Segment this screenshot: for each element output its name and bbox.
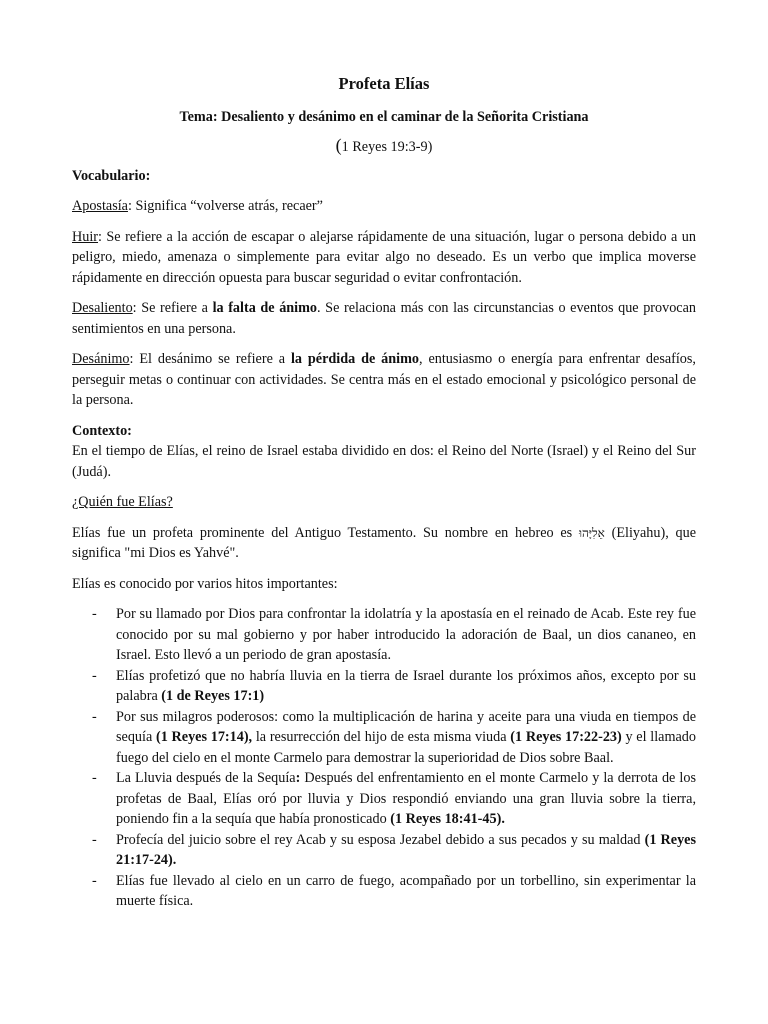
hebrew-name: אֵלִיָּהוּ (578, 525, 605, 540)
bible-citation: (1 de Reyes 17:1) (161, 688, 265, 704)
who-paragraph (72, 523, 696, 564)
list-item (72, 830, 696, 871)
bible-citation: (1 Reyes 18:41-45). (390, 811, 505, 827)
vocab-definition-pre: El desánimo se refiere a (139, 351, 291, 367)
milestones-list (72, 604, 696, 912)
bullet-dash: - (92, 831, 97, 848)
list-item-text: La Lluvia después de la Sequía (116, 770, 296, 786)
list-item-colon: : (295, 770, 301, 786)
who-text-pre: Elías fue un profeta prominente del Antiguo Testamento. Su nombre en hebreo es (72, 524, 579, 541)
list-item-text: Por sus milagros poderosos: como la multiplicación de harina y aceite para una viuda en tiempos de sequía (116, 708, 696, 745)
list-item (72, 768, 696, 830)
vocab-huir (72, 227, 696, 289)
bullet-dash: - (92, 872, 97, 889)
bible-reference (72, 135, 696, 158)
bible-citation: (1 Reyes 17:22-23) (510, 729, 622, 745)
context-heading: Contexto: (72, 422, 132, 439)
reference-text: 1 Reyes 19:3-9) (341, 139, 433, 155)
vocab-separator: : (129, 351, 140, 367)
page-title: Profeta Elías (338, 74, 430, 93)
list-item-text: y el llamado fuego del cielo en el monte Carmelo para demostrar la superioridad de Dios sobre Baal. (116, 729, 696, 766)
vocab-definition-post: . Se relaciona más con las circunstancias o eventos que provocan sentimientos en una persona. (72, 300, 696, 337)
vocab-definition-post: , entusiasmo o energía para enfrentar desafíos, perseguir metas o continuar con actividades. Se centra más en el estado emocional y psicológico personal de la persona. (72, 351, 696, 408)
reference-paren: ( (335, 135, 342, 155)
vocab-separator: : (127, 198, 136, 214)
bible-citation: (1 Reyes 21:17-24). (116, 831, 696, 868)
who-question (72, 492, 696, 513)
bullet-dash: - (92, 606, 97, 622)
vocab-term: Huir (72, 228, 99, 245)
list-item-text: Elías profetizó que no habría lluvia en la tierra de Israel durante los próximos años, excepto por su palabra (116, 667, 696, 704)
vocab-definition-pre: Se refiere a (141, 300, 213, 316)
list-item-text: Por su llamado por Dios para confrontar la idolatría y la apostasía en el reinado de Acab. Este rey fue conocido por su mal gobierno y por haber introducido la adoración de Baal, un dios cananeo, en Israel. Esto llevó a un periodo de gran apostasía. (116, 606, 696, 663)
bible-citation: (1 Reyes 17:14), (155, 729, 253, 745)
list-item-text: Elías fue llevado al cielo en un carro de fuego, acompañado por un torbellino, sin experimentar la muerte física. (116, 872, 696, 909)
bullet-dash: - (92, 770, 97, 786)
vocab-desanimo (72, 349, 696, 411)
vocabulary-heading: Vocabulario: (72, 167, 151, 184)
vocab-term: Desánimo (72, 351, 130, 367)
vocab-separator: : (98, 228, 107, 245)
bullet-dash: - (92, 667, 97, 684)
vocab-definition-bold: la pérdida de ánimo (290, 351, 419, 367)
who-text-post: (Eliyahu), que significa "mi Dios es Yahvé". (72, 524, 696, 561)
milestones-intro: Elías es conocido por varios hitos importantes: (72, 575, 338, 592)
context-text: En el tiempo de Elías, el reino de Israel estaba dividido en dos: el Reino del Norte (Israel) y el Reino del Sur (Judá). (72, 443, 696, 480)
vocab-term: Desaliento (72, 300, 133, 316)
context-section (72, 421, 696, 483)
vocab-term: Apostasía (72, 198, 128, 214)
vocab-definition: Se refiere a la acción de escapar o alejarse rápidamente de una situación, lugar o persona debido a un peligro, miedo, amenaza o simplemente para evitar algo no deseado. Es un verbo que implica moverse rápidamente en dirección opuesta para buscar seguridad o evitar confrontación. (72, 228, 696, 286)
list-item (72, 871, 696, 912)
list-item-text: la resurrección del hijo de esta misma viuda (252, 729, 511, 745)
vocab-desaliento (72, 298, 696, 339)
page-subtitle: Tema: Desaliento y desánimo en el caminar de la Señorita Cristiana (179, 108, 589, 125)
list-item (72, 707, 696, 769)
vocab-apostasia (72, 196, 696, 217)
bullet-dash: - (92, 708, 97, 725)
vocab-definition: Significa “volverse atrás, recaer” (135, 198, 323, 214)
vocab-definition-bold: la falta de ánimo (212, 300, 318, 316)
list-item-text: Después del enfrentamiento en el monte Carmelo y la derrota de los profetas de Baal, Elías oró por lluvia y Dios respondió enviando una gran lluvia sobre la tierra, poniendo fin a la sequía que había pronosticado (116, 770, 696, 827)
list-item-text: Profecía del juicio sobre el rey Acab y su esposa Jezabel debido a sus pecados y su maldad (116, 831, 645, 848)
who-question-text: ¿Quién fue Elías? (72, 494, 173, 510)
vocab-separator: : (132, 300, 142, 316)
list-item (72, 604, 696, 666)
list-item (72, 666, 696, 707)
